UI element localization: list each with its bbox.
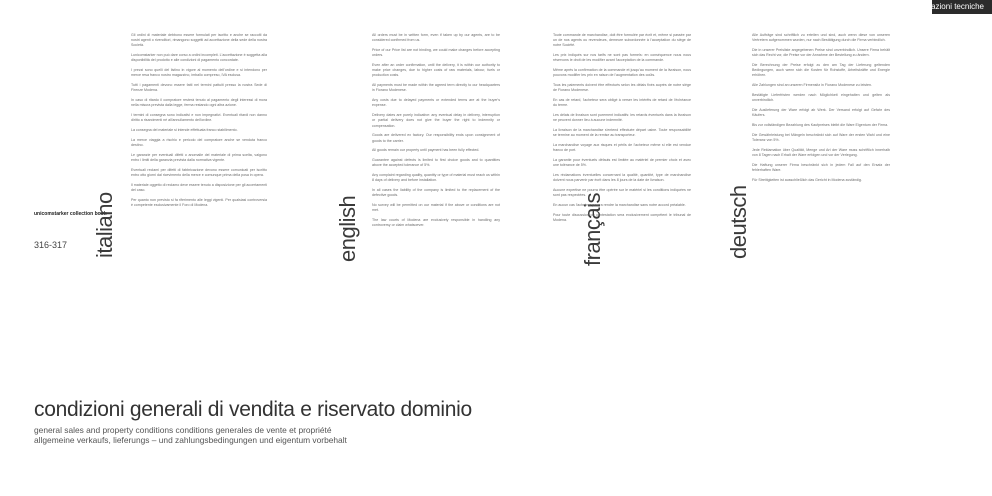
paragraph: Any costs due to delayed payments or extended terms are at the buyer's expense. bbox=[372, 98, 500, 108]
paragraph: Per quanto non previsto si fa riferimento alle leggi vigenti. Per qualsiasi controversia è competente esclusivamente il Foro di Modena. bbox=[131, 198, 267, 208]
paragraph: En aucun cas l'acheteur pourra rendre la marchandise sans notre accord préalable. bbox=[553, 203, 686, 208]
paragraph: La consegna del materiale si intende effettuata franco stabilimento. bbox=[131, 128, 238, 133]
paragraph: La merce viaggia a rischio e pericolo del compratore anche se venduta franco destino. bbox=[131, 138, 267, 148]
paragraph: Price of our Price list are not binding, we could make changes before accepting orders. bbox=[372, 48, 500, 58]
paragraph: All orders must be in written form, even if taken up by our agents, are to be considered confirmed from us. bbox=[372, 33, 500, 43]
paragraph: Delivery dates are purely indicative: any eventual delay in delivery, interruption or partial delivery does not give the buyer the right to indemnity or compensation. bbox=[372, 113, 500, 128]
paragraph: In caso di ritardo il compratore resterà tenuto al pagamento degli interessi di mora nella misura prevista dalla legge, ferma restando ogni altra azione. bbox=[131, 98, 267, 108]
paragraph: Die Berechnung der Preise erfolgt zu den am Tag der Lieferung geltenden Bedingungen, auch wenn sich die Kosten für Rohstoffe, Arbeitskräfte und Energie erhöhen. bbox=[752, 63, 890, 78]
language-label-deutsch: deutsch bbox=[726, 185, 751, 259]
column-francais bbox=[553, 33, 691, 228]
paragraph: Les réclamations éventuelles concernant la qualité, quantité, type de marchandise doivent nous parvenir par écrit dans les 8 jours de la date de livraison. bbox=[553, 173, 691, 183]
language-label-italiano: italiano bbox=[92, 192, 117, 258]
column-deutsch bbox=[752, 33, 890, 188]
column-italiano bbox=[131, 33, 267, 213]
language-label-francais: français bbox=[580, 192, 605, 266]
paragraph: In all cases the liability of the company is limited to the replacement of the defective goods. bbox=[372, 188, 500, 198]
section-tab[interactable] bbox=[908, 0, 992, 14]
page-title: condizioni generali di vendita e riservato dominio bbox=[34, 398, 472, 421]
paragraph: Die Auslieferung der Ware erfolgt ab Werk. Der Versand erfolgt auf Gefahr des Käufers. bbox=[752, 108, 890, 118]
paragraph: Alle Zahlungen sind an unseren Firmensitz in Fiorano Modenese zu leisten. bbox=[752, 83, 873, 88]
paragraph: La livraison de la marchandise s'entend effectuée départ usine. Toute responsabilité se termine au moment de la remise au transporteur. bbox=[553, 128, 691, 138]
paragraph: Bis zur vollständigen Bezahlung des Kaufpreises bleibt die Ware Eigentum der Firma. bbox=[752, 123, 889, 127]
paragraph: Gli ordini di materiale debbono essere formulati per iscritto e anche se raccolti da nostri agenti o rivenditori, rimangono soggetti ad accettazione della sede della nostra Società. bbox=[131, 33, 267, 48]
paragraph: La marchandise voyage aux risques et périls de l'acheteur même si elle est vendue franco de port. bbox=[553, 143, 691, 153]
paragraph: Lunicomstarker non può dare corso a ordini incompleti. L'accettazione è soggetta alla disponibilità del prodotto e alle condizioni di pagamento concordate. bbox=[131, 53, 267, 63]
paragraph: Toute commande de marchandise, doit être formulée par écrit et, même si passée par un de nos agents ou revendeurs, demeure subordonnée à l'acceptation du siège de notre Société. bbox=[553, 33, 691, 48]
paragraph: I prezzi sono quelli del listino in vigore al momento dell'ordine e si intendono per merce resa franco nostro magazzino, imballo compreso, IVA esclusa. bbox=[131, 68, 267, 78]
paragraph: Tutti i pagamenti devono essere fatti nei termini pattuiti presso la nostra Sede di Firenze Modena. bbox=[131, 83, 267, 93]
paragraph: The law courts of Modena are exclusively responsible in handling any controversy or claim whatsoever. bbox=[372, 218, 500, 228]
collection-name: unicomstarker collection book bbox=[34, 211, 107, 217]
section-tab-label: informazioni tecniche bbox=[908, 2, 984, 11]
page-subtitle: general sales and property conditions conditions generales de vente et propriété bbox=[34, 425, 332, 435]
paragraph: Aucune expertise ne pourra être opérée sur le matériel si les conditions indiquées ne sont pas respectées. bbox=[553, 188, 691, 198]
paragraph: Jede Reklamation über Qualität, Menge und Art der Ware muss schriftlich innerhalb von 8 Tagen nach Erhalt der Ware erfolgen und vor der Verlegung. bbox=[752, 147, 890, 157]
paragraph: Die in unserer Preisliste angegebenen Preise sind unverbindlich. Unsere Firma behält sich das Recht vor, die Preise vor der Annahme der Bestellung zu ändern. bbox=[752, 48, 890, 58]
paragraph: No survey will be permitted on our material if the above or conditions are not met. bbox=[372, 203, 500, 213]
paragraph: Any complaint regarding quality, quantity or type of material must reach us within 8 days of delivery and before installation. bbox=[372, 173, 500, 183]
column-english bbox=[372, 33, 500, 233]
paragraph: Les délais de livraison sont purement indicatifs: les retards éventuels dans la livraison ne peuvent donner lieu à aucune indemnité. bbox=[553, 113, 691, 123]
paragraph: Goods are delivered ex factory. Our responsibility ends upon consignment of goods to the carrier. bbox=[372, 133, 500, 143]
paragraph: Même après la confirmation de la commande et jusqu'au moment de la livraison, nous pouvons modifier les prix en raison de l'augmentation des coûts. bbox=[553, 68, 691, 78]
paragraph: La garantie pour éventuels défauts est limitée au matériel de premier choix et avec une tolérance de 5%. bbox=[553, 158, 691, 168]
paragraph: Guarantee against defects is limited to first choice goods and to quantities above the accepted tolerance of 5%. bbox=[372, 158, 500, 168]
paragraph: Bestätigte Lieferfristen werden nach Möglichkeit eingehalten und gelten als unverbindlich. bbox=[752, 93, 890, 103]
paragraph: Pour toute discussion ou contestation sera exclusivement compétent le tribunal de Modena. bbox=[553, 213, 691, 223]
paragraph: Il materiale oggetto di reclamo deve essere tenuto a disposizione per gli accertamenti del caso. bbox=[131, 183, 267, 193]
paragraph: All goods remain our property until payment has been fully effected. bbox=[372, 148, 480, 153]
paragraph: Eventuali reclami per difetti di fabbricazione devono essere comunicati per iscritto entro otto giorni dal ricevimento della merce e comunque prima della posa in opera. bbox=[131, 168, 267, 178]
paragraph: I termini di consegna sono indicativi e non impegnativi. Eventuali ritardi non danno diritto a risarcimenti né all'annullamento dell'ordine. bbox=[131, 113, 267, 123]
paragraph: Le garanzie per eventuali difetti o anomalie del materiale di prima scelta, valgono entro i limiti della garanzia prevista dalla normativa vigente. bbox=[131, 153, 267, 163]
paragraph: Tous les paiements doivent être effectués selon les délais fixés auprès de notre siège de Fiorano Modenese. bbox=[553, 83, 691, 93]
paragraph: Die Haftung unserer Firma beschränkt sich in jedem Fall auf den Ersatz der fehlerhaften Ware. bbox=[752, 162, 890, 172]
paragraph: Für Streitigkeiten ist ausschließlich das Gericht in Modena zuständig. bbox=[752, 177, 862, 182]
paragraph: All payments must be made within the agreed term directly to our headquarters in Fiorano Modenese. bbox=[372, 83, 500, 93]
paragraph: Alle Aufträge sind schriftlich zu erteilen und sind, auch wenn diese von unseren Vertretern aufgenommen wurden, nur nach Bestätigung durch die Firma verbindlich. bbox=[752, 33, 890, 43]
paragraph: En cas de retard, l'acheteur sera obligé à verser les intérêts de retard de l'échéance du terme. bbox=[553, 98, 691, 108]
paragraph: Les prix indiqués sur nos tarifs ne sont pas formels: en conséquence nous nous réservons le droit de les modifier avant l'acceptation de la commande. bbox=[553, 53, 691, 63]
page-numbers: 316-317 bbox=[34, 240, 68, 250]
paragraph: Die Gewährleistung bei Mängeln beschränkt sich auf Ware der ersten Wahl und eine Toleranz von 5%. bbox=[752, 132, 890, 142]
paragraph: Even after an order confirmation, until the delivery, it is within our authority to make price changes, due to higher costs of raw materials, labour, fuels or production costs. bbox=[372, 63, 500, 78]
language-label-english: english bbox=[335, 195, 360, 262]
page-subtitle: allgemeine verkaufs, lieferungs – und zahlungsbedingungen und eigentum vorbehalt bbox=[34, 435, 347, 445]
